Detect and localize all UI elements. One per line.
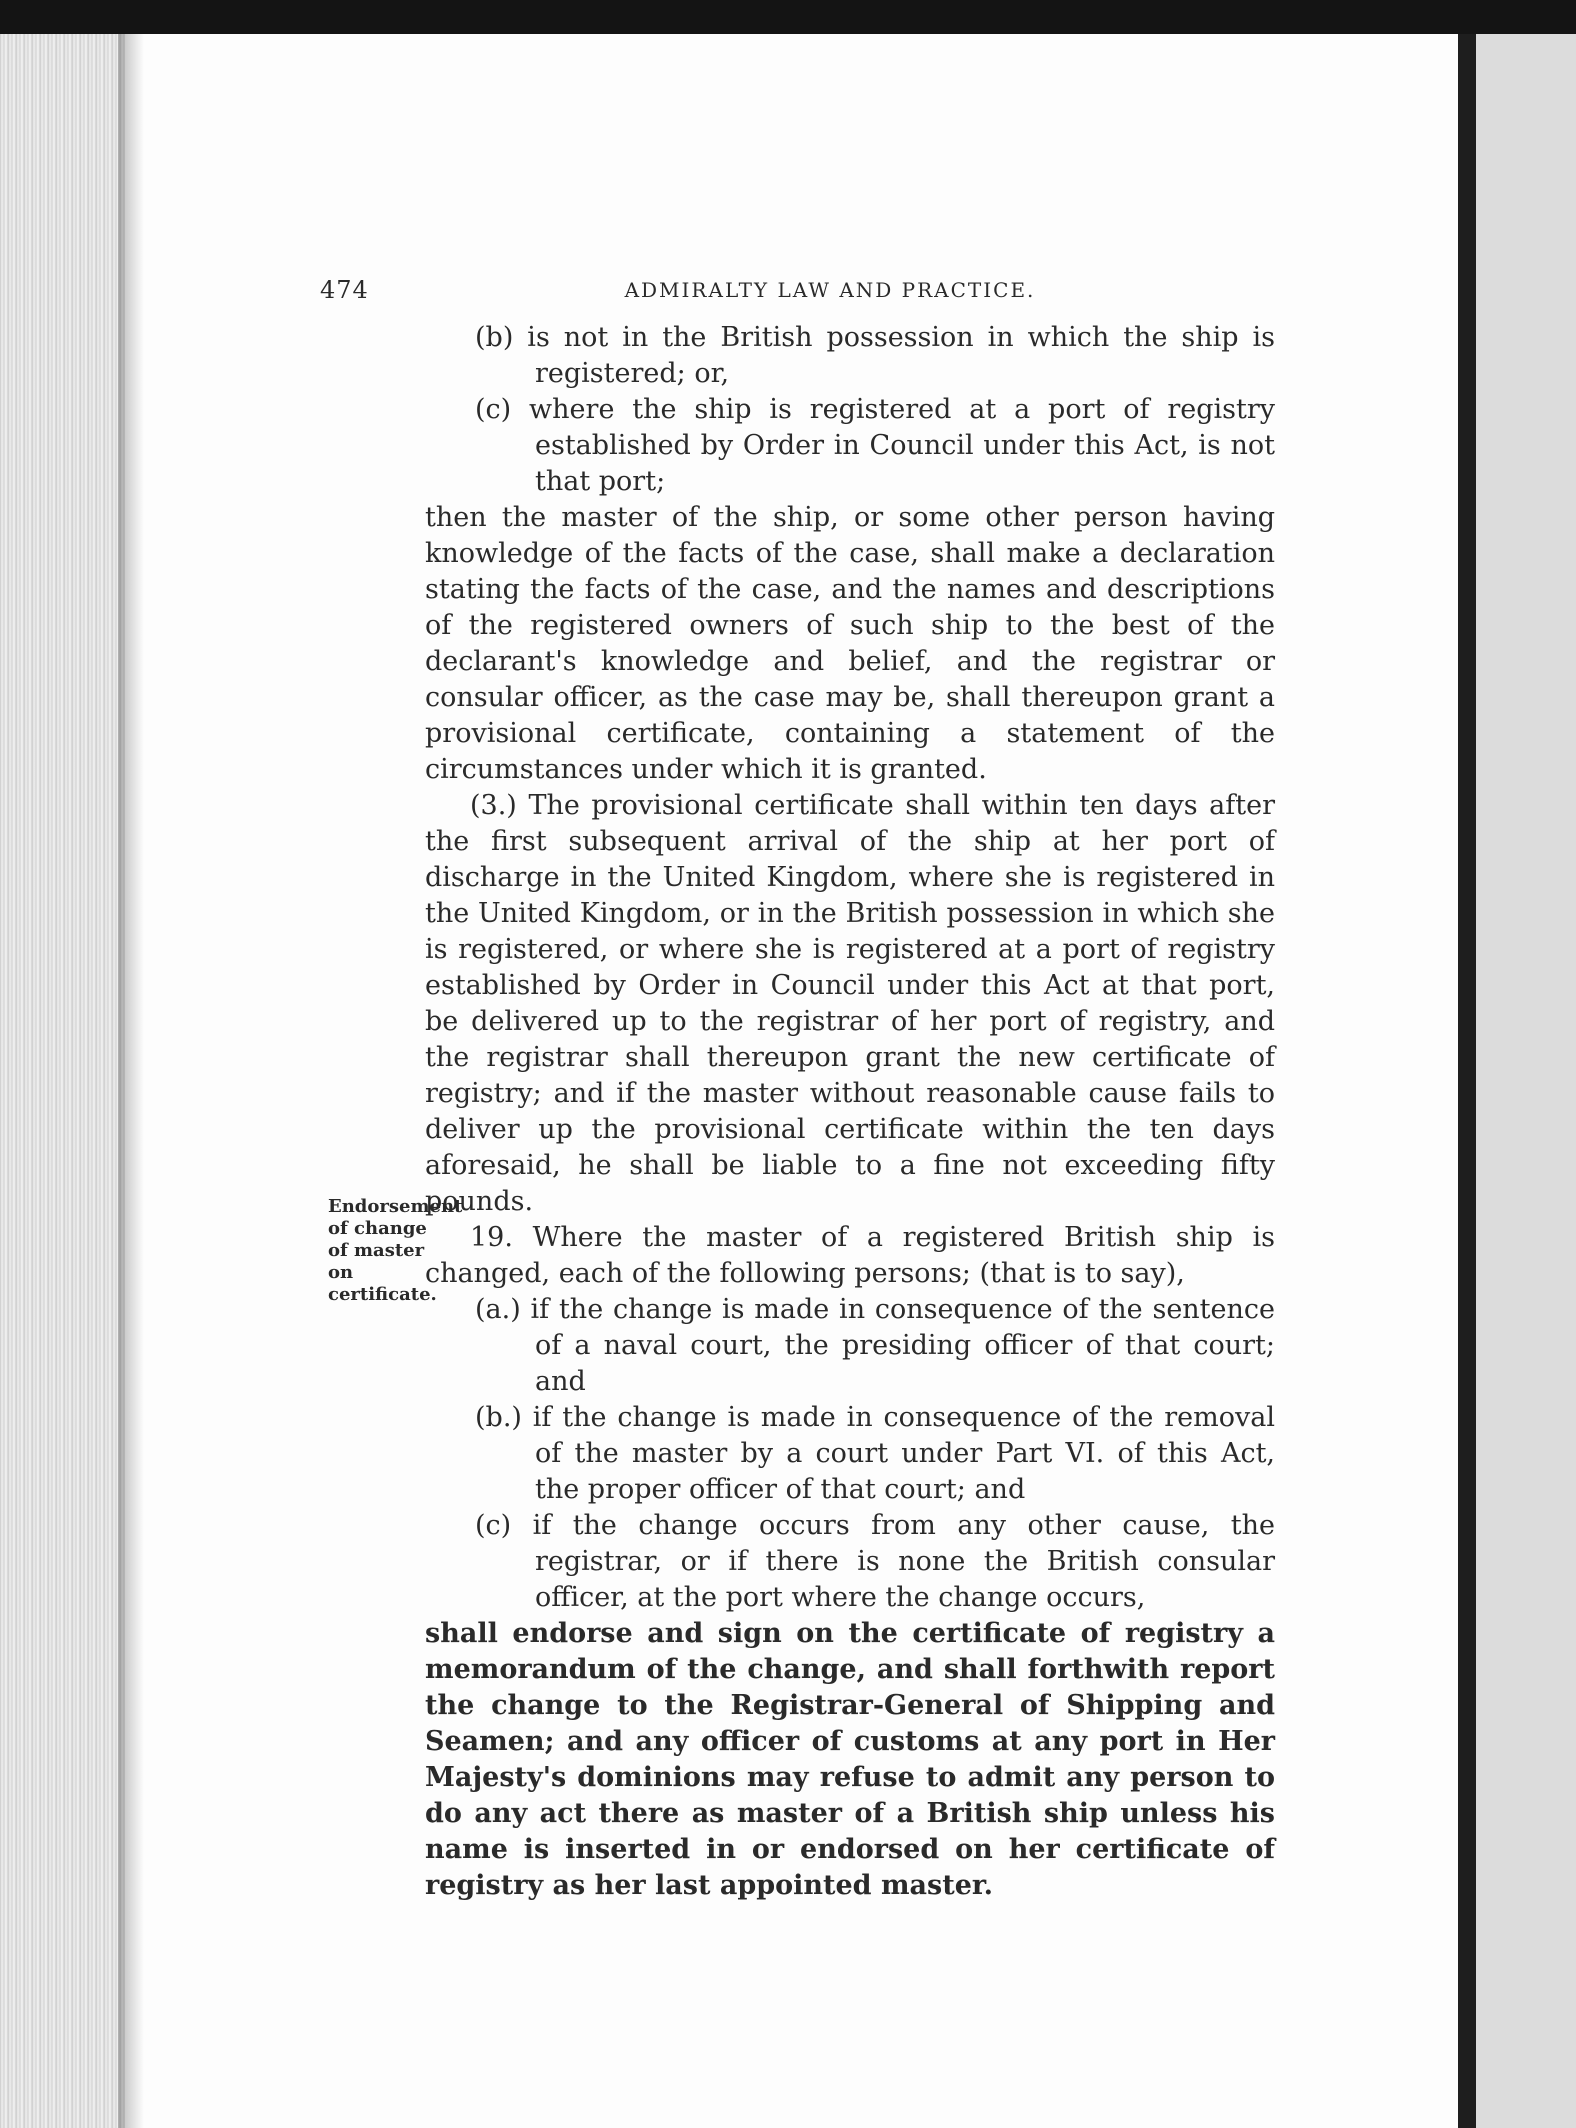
scan-right-border — [1458, 34, 1476, 2128]
page-header — [320, 272, 1260, 308]
running-head: ADMIRALTY LAW AND PRACTICE. — [624, 278, 1036, 302]
paragraph-then: then the master of the ship, or some other person having knowledge of the facts of the case, shall make a declaration stating the facts of the case, and the names and descriptions of the registered owners of such ship to the best of the declarant's knowledge and belief, and the registrar or consular officer, as the case may be, shall thereupon grant a provisional certificate, containing a statement of the circumstances under which it is granted. — [425, 502, 1275, 785]
page-body — [425, 320, 1275, 1904]
item-b: (b.) if the change is made in consequence of the removal of the master by a court under Part VI. of this Act, the proper officer of that court; and — [475, 1402, 1275, 1505]
scan-right-margin — [1476, 34, 1576, 2128]
clause-c: (c) where the ship is registered at a port of registry established by Order in Council under this Act, is not that port; — [475, 394, 1275, 497]
clause-b: (b) is not in the British possession in which the ship is registered; or, — [475, 322, 1275, 389]
section-19: 19. Where the master of a registered British ship is changed, each of the following persons; (that is to say), — [425, 1222, 1275, 1289]
paragraph-final: shall endorse and sign on the certificate of registry a memorandum of the change, and shall forthwith report the change to the Registrar-General of Shipping and Seamen; and any officer of customs at any port in Her Majesty's dominions may refuse to admit any person to do any act there as master of a British ship unless his name is inserted in or endorsed on her certificate of registry as her last appointed master. — [425, 1618, 1275, 1901]
page-number: 474 — [320, 276, 369, 304]
gutter-shadow — [118, 34, 144, 2128]
subsection-3: (3.) The provisional certificate shall within ten days after the first subsequent arrival of the ship at her port of discharge in the United Kingdom, where she is registered in the United Kingdom, or in the British possession in which she is registered, or where she is registered at a port of registry established by Order in Council under this Act at that port, be delivered up to the registrar of her port of registry, and the registrar shall thereupon grant the new certificate of registry; and if the master without reasonable cause fails to deliver up the provisional certificate within the ten days aforesaid, he shall be liable to a fine not exceeding fifty pounds. — [425, 790, 1275, 1217]
item-c: (c) if the change occurs from any other cause, the registrar, or if there is none the British consular officer, at the port where the change occurs, — [475, 1510, 1275, 1613]
side-note: Endorsement of change of master on certificate. — [328, 1196, 463, 1305]
scan-top-border — [0, 0, 1576, 34]
book-page-edges — [0, 34, 125, 2128]
item-a: (a.) if the change is made in consequence of the sentence of a naval court, the presiding officer of that court; and — [475, 1294, 1275, 1397]
